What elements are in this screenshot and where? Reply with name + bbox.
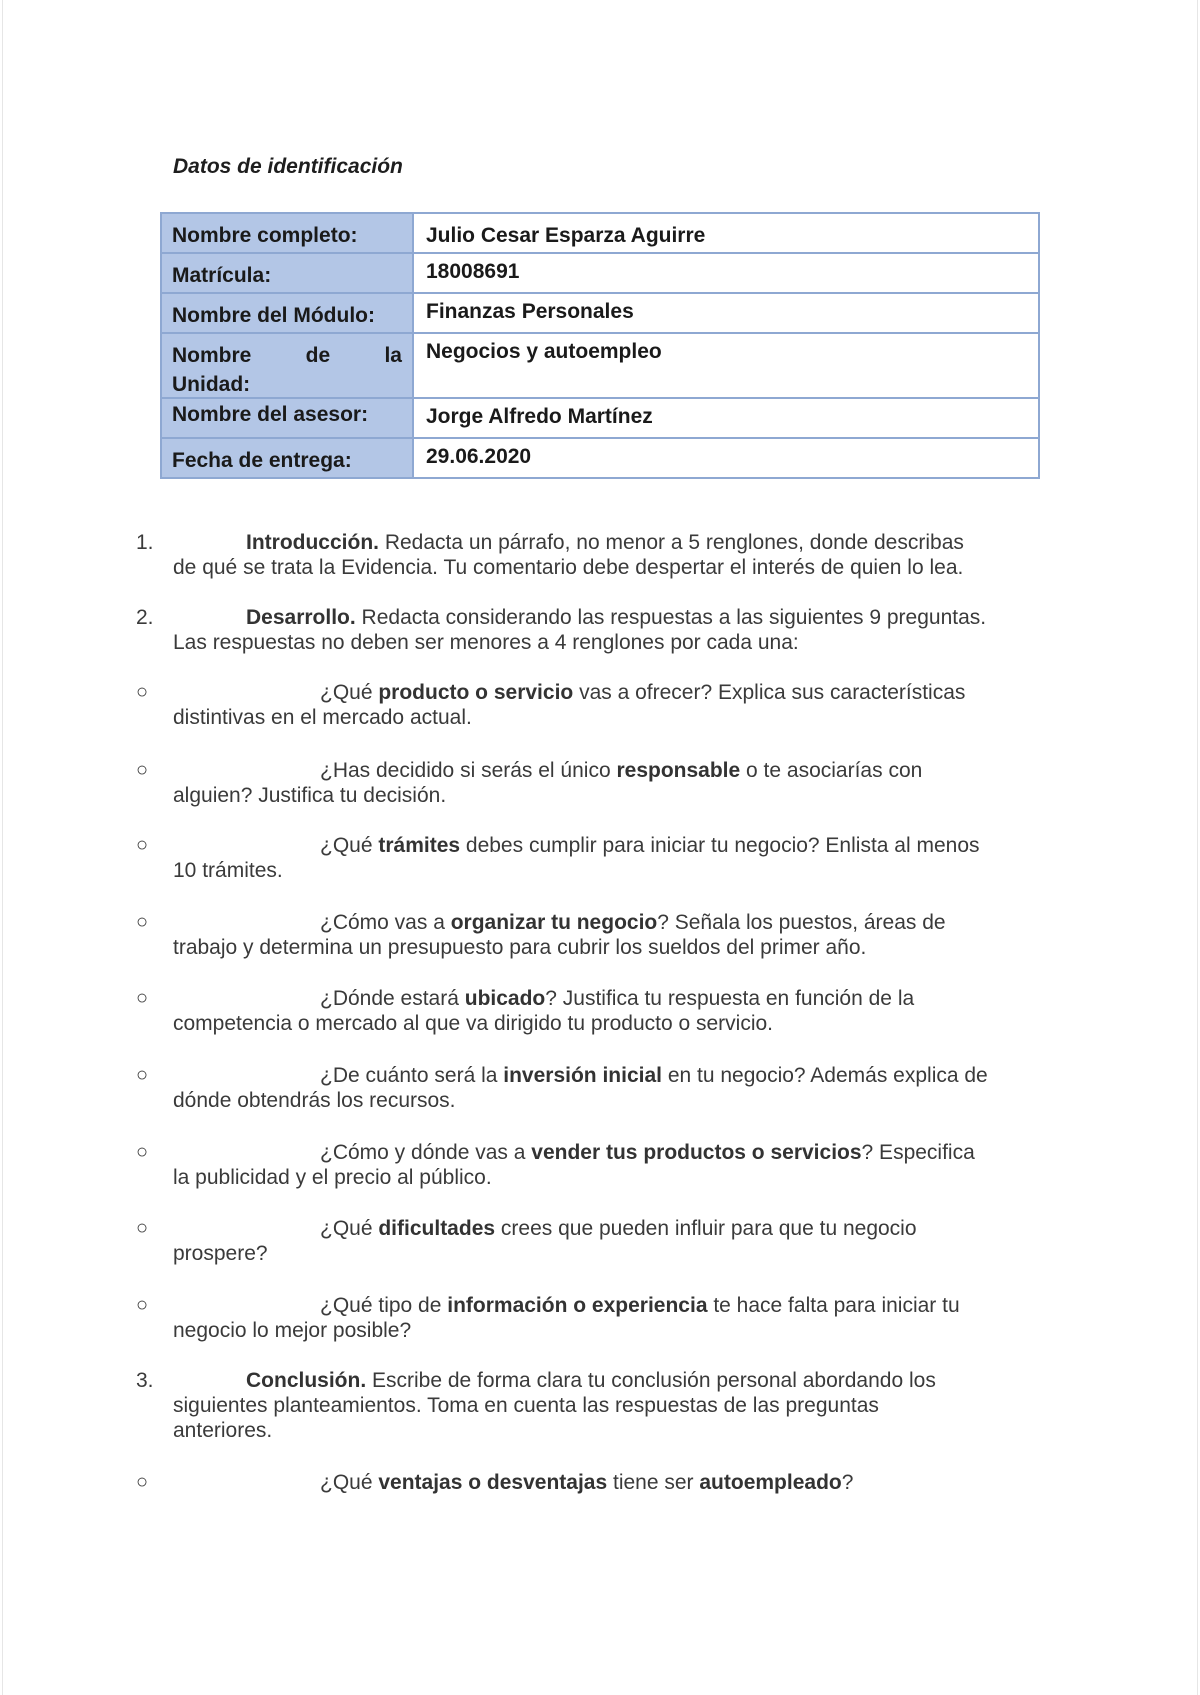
question-line: ¿Dónde estará ubicado? Justifica tu respuesta en función de la [320,987,915,1010]
value-delivery-date: 29.06.2020 [413,438,1039,478]
question-continuation: distintivas en el mercado actual. [173,706,472,729]
section-continuation: de qué se trata la Evidencia. Tu comentario debe despertar el interés de quien lo lea. [173,556,964,579]
bullet-icon: ○ [136,1141,149,1163]
label-full-name: Nombre completo: [161,213,413,253]
section-number: 2. [136,606,154,629]
label-delivery-date: Fecha de entrega: [161,438,413,478]
bullet-icon: ○ [136,681,149,703]
question-continuation: 10 trámites. [173,859,283,882]
page-edge-right [1197,0,1198,1695]
identification-table [160,212,1040,479]
section-heading: Introducción. [246,531,379,554]
question-keyword: organizar tu negocio [450,911,658,934]
question-continuation: negocio lo mejor posible? [173,1319,412,1342]
bullet-icon: ○ [136,1217,149,1239]
bullet-icon: ○ [136,834,149,856]
question-line: ¿Qué tipo de información o experiencia te hace falta para iniciar tu [320,1294,960,1317]
question-line: ¿Qué producto o servicio vas a ofrecer? Explica sus características [320,681,966,704]
question-keyword: trámites [378,834,461,857]
label-module-name: Nombre del Módulo: [161,293,413,333]
question-keyword: información o experiencia [447,1294,708,1317]
section-line: Conclusión. Escribe de forma clara tu conclusión personal abordando los [246,1369,936,1392]
value-unit-name: Negocios y autoempleo [413,333,1039,398]
table-row [161,333,1039,398]
question-line: ¿Qué ventajas o desventajas tiene ser autoempleado? [320,1471,854,1494]
section-heading: Desarrollo. [246,606,356,629]
question-line: ¿Cómo y dónde vas a vender tus productos o servicios? Especifica [320,1141,975,1164]
unit-label-end: Unidad: [172,373,251,396]
question-keyword: ventajas o desventajas [378,1471,608,1494]
section-continuation: Las respuestas no deben ser menores a 4 renglones por cada una: [173,631,799,654]
question-keyword: responsable [616,759,741,782]
question-keyword: dificultades [378,1217,496,1240]
question-keyword: ubicado [464,987,546,1010]
question-line: ¿Qué dificultades crees que pueden influir para que tu negocio [320,1217,917,1240]
section-heading: Conclusión. [246,1369,367,1392]
question-continuation: la publicidad y el precio al público. [173,1166,492,1189]
label-advisor-name: Nombre del asesor: [161,398,413,438]
question-line: ¿Qué trámites debes cumplir para iniciar tu negocio? Enlista al menos [320,834,980,857]
table-row [161,398,1039,438]
label-student-id: Matrícula: [161,253,413,293]
question-line: ¿Cómo vas a organizar tu negocio? Señala los puestos, áreas de [320,911,946,934]
identification-title: Datos de identificación [173,155,403,178]
question-keyword: producto o servicio [378,681,574,704]
bullet-icon: ○ [136,987,149,1009]
question-keyword: autoempleado [699,1471,842,1494]
page-edge-left [2,0,3,1695]
bullet-icon: ○ [136,1294,149,1316]
bullet-icon: ○ [136,1471,149,1493]
section-number: 3. [136,1369,154,1392]
unit-label-words: Nombre de la [172,344,402,367]
section-continuation: siguientes planteamientos. Toma en cuenta las respuestas de las preguntas [173,1394,879,1417]
value-module-name: Finanzas Personales [413,293,1039,333]
table-row [161,293,1039,333]
value-student-id: 18008691 [413,253,1039,293]
table-row [161,438,1039,478]
value-advisor-name: Jorge Alfredo Martínez [413,398,1039,438]
table-row [161,253,1039,293]
question-line: ¿Has decidido si serás el único responsable o te asociarías con [320,759,923,782]
section-line: Introducción. Redacta un párrafo, no menor a 5 renglones, donde describas [246,531,964,554]
question-keyword: vender tus productos o servicios [531,1141,862,1164]
question-continuation: alguien? Justifica tu decisión. [173,784,447,807]
section-continuation: anteriores. [173,1419,273,1442]
table-row [161,213,1039,253]
question-keyword: inversión inicial [503,1064,662,1087]
section-number: 1. [136,531,154,554]
question-line: ¿De cuánto será la inversión inicial en tu negocio? Además explica de [320,1064,988,1087]
bullet-icon: ○ [136,1064,149,1086]
bullet-icon: ○ [136,759,149,781]
bullet-icon: ○ [136,911,149,933]
value-full-name: Julio Cesar Esparza Aguirre [413,213,1039,253]
question-continuation: dónde obtendrás los recursos. [173,1089,456,1112]
label-unit-name [161,333,413,398]
question-continuation: prospere? [173,1242,268,1265]
section-line: Desarrollo. Redacta considerando las respuestas a las siguientes 9 preguntas. [246,606,987,629]
question-continuation: trabajo y determina un presupuesto para cubrir los sueldos del primer año. [173,936,867,959]
question-continuation: competencia o mercado al que va dirigido tu producto o servicio. [173,1012,773,1035]
